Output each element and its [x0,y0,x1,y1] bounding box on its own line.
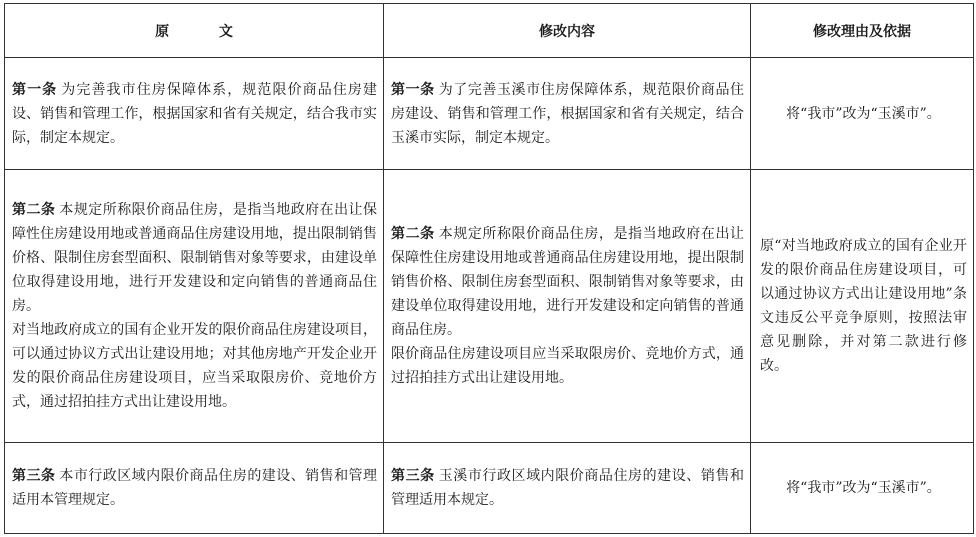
revised-cell [384,170,751,443]
original-cell [5,170,384,443]
article-paragraph: 第一条 为完善我市住房保障体系，规范限价商品住房建设、销售和管理工作，根据国家和省有关规定，结合我市实际，制定本规定。 [12,81,378,146]
header-original: 原 文 [5,4,384,58]
revised-cell [384,443,751,534]
article-paragraph: 对当地政府成立的国有企业开发的限价商品住房建设项目，可以通过协议方式出让建设用地；对其他房地产开发企业开发的限价商品住房建设项目，应当采取限房价、竞地价方式，通过招拍挂方式出让建设用地。 [12,322,377,410]
original-cell [5,443,384,534]
revised-cell [384,58,751,170]
header-revised: 修改内容 [384,4,751,58]
article-paragraph: 第三条 本市行政区域内限价商品住房的建设、销售和管理适用本管理规定。 [12,468,377,508]
table-header-row [5,4,974,58]
article-paragraph: 第三条 玉溪市行政区域内限价商品住房的建设、销售和管理适用本规定。 [391,468,745,508]
reason-cell: 原“对当地政府成立的国有企业开发的限价商品住房建设项目，可以通过协议方式出让建设用地”条文违反公平竞争原则，按照法审意见删除，并对第二款进行修改。 [751,170,974,443]
table-row [5,170,974,443]
reason-cell: 将“我市”改为“玉溪市”。 [751,443,974,534]
header-reason: 修改理由及依据 [751,4,974,58]
table-row [5,443,974,534]
article-paragraph: 第二条 本规定所称限价商品住房，是指当地政府在出让保障性住房建设用地或普通商品住房建设用地，提出限制销售价格、限制住房套型面积、限制销售对象等要求，由建设单位取得建设用地，进行开发建设和定向销售的普通商品住房。 [12,202,377,314]
original-cell [5,58,384,170]
table-row [5,58,974,170]
article-paragraph: 第一条 为了完善玉溪市住房保障体系，规范限价商品住房建设、销售和管理工作，根据国家和省有关规定，结合玉溪市实际，制定本规定。 [391,81,745,146]
reason-cell: 将“我市”改为“玉溪市”。 [751,58,974,170]
article-paragraph: 第二条 本规定所称限价商品住房，是指当地政府在出让保障性住房建设用地或普通商品住房建设用地，提出限制销售价格、限制住房套型面积、限制销售对象等要求，由建设单位取得建设用地，进行开发建设和定向销售的普通商品住房。 [391,226,745,338]
revision-comparison-table [4,3,974,534]
article-paragraph: 限价商品住房建设项目应当采取限房价、竞地价方式，通过招拍挂方式出让建设用地。 [391,346,744,386]
